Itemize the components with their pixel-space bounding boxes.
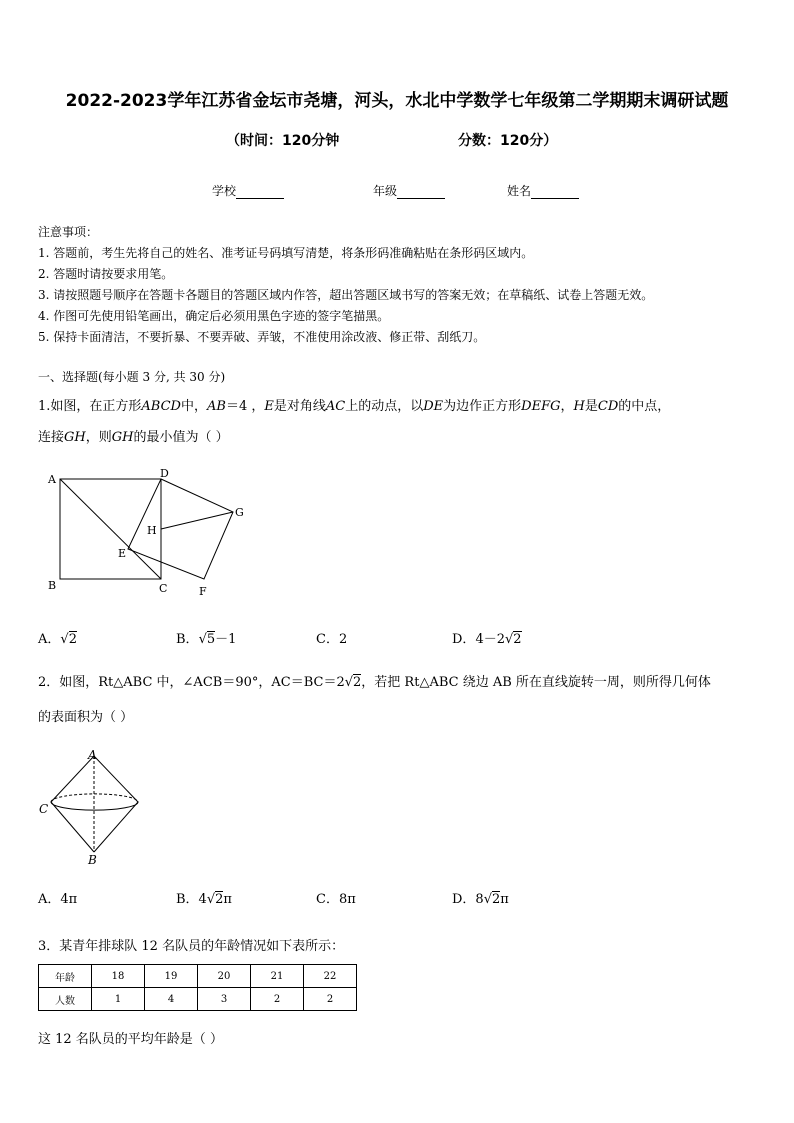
grade-blank[interactable] bbox=[397, 186, 445, 199]
q2-line1 bbox=[38, 671, 711, 690]
option-label: A． bbox=[38, 632, 61, 647]
label-C: C bbox=[39, 802, 49, 816]
sqrt-icon: √ bbox=[344, 675, 354, 690]
option-tail: π bbox=[500, 892, 509, 907]
name-field bbox=[507, 182, 579, 199]
q1-text: 如图，在正方形 bbox=[50, 399, 142, 414]
page-title: 2022-2023学年江苏省金坛市尧塘，河头，水北中学数学七年级第二学期期末调研试题 bbox=[65, 91, 729, 111]
q1-text: ， bbox=[560, 399, 574, 414]
q1-var: GH bbox=[64, 430, 86, 445]
table-cell: 22 bbox=[304, 965, 357, 988]
table-cell: 1 bbox=[92, 988, 145, 1011]
option-pre: 4－2 bbox=[475, 632, 505, 647]
label-A: A bbox=[88, 748, 97, 762]
exam-score: 分数：120分） bbox=[458, 133, 558, 149]
option-label: B． bbox=[176, 632, 199, 647]
q1-line1 bbox=[38, 395, 670, 414]
age-table bbox=[38, 964, 357, 1011]
option-label: D． bbox=[452, 632, 476, 647]
table-cell: 2 bbox=[251, 988, 304, 1011]
q1-var: GH bbox=[111, 430, 134, 445]
option-tail: π bbox=[223, 892, 232, 907]
label-B: B bbox=[48, 579, 57, 592]
label-F: F bbox=[199, 585, 207, 598]
q1-figure bbox=[40, 465, 260, 600]
label-C: C bbox=[159, 582, 168, 595]
school-label: 学校 bbox=[212, 184, 237, 198]
q1-text: 的最小值为（ ） bbox=[133, 430, 229, 445]
label-E: E bbox=[118, 547, 127, 560]
q1-var: AB bbox=[207, 399, 226, 414]
q1-var: E bbox=[264, 399, 274, 414]
diagonal-ac bbox=[60, 479, 161, 579]
note-item: 4. 作图可先使用铅笔画出，确定后必须用黑色字迹的签字笔描黑。 bbox=[38, 309, 390, 323]
radicand: 2 bbox=[68, 632, 77, 647]
q3-line2: 这 12 名队员的平均年龄是（ ） bbox=[38, 1032, 223, 1047]
table-cell: 2 bbox=[304, 988, 357, 1011]
grade-field bbox=[373, 182, 445, 199]
q1-number: 1. bbox=[38, 399, 51, 414]
q1-line2 bbox=[38, 426, 229, 445]
segment-gh bbox=[161, 512, 233, 529]
sqrt-icon: √ bbox=[504, 632, 514, 647]
school-field bbox=[212, 182, 284, 199]
option-tail: －1 bbox=[215, 632, 237, 647]
label-D: D bbox=[160, 467, 169, 480]
q1-var: DEFG bbox=[521, 399, 561, 414]
q1-text: 上的动点，以 bbox=[345, 399, 424, 414]
note-item: 5. 保持卡面清洁，不要折暴、不要弄破、弄皱，不准使用涂改液、修正带、刮纸刀。 bbox=[38, 330, 486, 344]
radicand: 2 bbox=[353, 675, 362, 690]
q1-text: ＝4 ， bbox=[225, 399, 265, 414]
sqrt-icon: √ bbox=[198, 632, 207, 647]
square-defg bbox=[128, 479, 233, 579]
q2-figure bbox=[36, 744, 156, 869]
sqrt-icon: √ bbox=[60, 632, 69, 647]
q1-text: ，则 bbox=[85, 430, 112, 445]
label-H: H bbox=[147, 524, 157, 537]
q2-option-a[interactable]: A．4π bbox=[38, 892, 78, 907]
label-G: G bbox=[235, 506, 244, 519]
note-item: 2. 答题时请按要求用笔。 bbox=[38, 267, 174, 281]
notes bbox=[38, 222, 653, 348]
q1-var: H bbox=[573, 399, 585, 414]
radicand: 2 bbox=[513, 632, 522, 647]
option-label: B．4 bbox=[176, 892, 207, 907]
q1-option-b[interactable] bbox=[176, 628, 236, 647]
q2-option-b[interactable] bbox=[176, 888, 232, 907]
label-B: B bbox=[88, 853, 97, 867]
q1-text: 是 bbox=[584, 399, 598, 414]
name-blank[interactable] bbox=[531, 186, 579, 199]
label-A: A bbox=[48, 473, 56, 486]
q1-text: 连接 bbox=[38, 430, 65, 445]
q1-var: ABCD bbox=[141, 399, 181, 414]
sqrt-icon: √ bbox=[483, 892, 492, 907]
q1-text: 为边作正方形 bbox=[443, 399, 522, 414]
option-label: D．8 bbox=[452, 892, 484, 907]
cone-edge bbox=[51, 756, 94, 802]
q2-option-c[interactable]: C．8π bbox=[316, 892, 356, 907]
q2-line2: 的表面积为（ ） bbox=[38, 710, 134, 725]
section-heading: 一、选择题(每小题 3 分, 共 30 分) bbox=[38, 370, 226, 384]
q1-text: 中， bbox=[180, 399, 207, 414]
table-header: 人数 bbox=[39, 988, 92, 1011]
q1-var: AC bbox=[325, 399, 346, 414]
q2-text: ，若把 Rt△ABC 绕边 AB 所在直线旋转一周，则所得几何体 bbox=[361, 675, 711, 690]
table-row bbox=[39, 965, 357, 988]
q3-line1: 3．某青年排球队 12 名队员的年龄情况如下表所示： bbox=[38, 939, 345, 954]
table-cell: 3 bbox=[198, 988, 251, 1011]
radicand: 5 bbox=[206, 632, 216, 647]
q1-var: CD bbox=[597, 399, 619, 414]
q1-text: 是对角线 bbox=[273, 399, 326, 414]
q1-var: DE bbox=[423, 399, 444, 414]
table-header: 年龄 bbox=[39, 965, 92, 988]
table-row bbox=[39, 988, 357, 1011]
notes-heading: 注意事项： bbox=[38, 225, 99, 239]
q1-option-a[interactable] bbox=[38, 628, 77, 647]
sqrt-icon: √ bbox=[206, 892, 216, 907]
q1-option-d[interactable] bbox=[452, 628, 522, 647]
q1-option-c[interactable] bbox=[316, 628, 347, 647]
q2-text: 2．如图，Rt△ABC 中，∠ACB＝90°，AC＝BC＝2 bbox=[38, 675, 345, 690]
radicand: 2 bbox=[492, 892, 501, 907]
table-cell: 4 bbox=[145, 988, 198, 1011]
radicand: 2 bbox=[215, 892, 224, 907]
name-label: 姓名 bbox=[507, 184, 532, 198]
school-blank[interactable] bbox=[236, 186, 284, 199]
note-item: 1. 答题前，考生先将自己的姓名、准考证号码填写清楚，将条形码准确粘贴在条形码区域内。 bbox=[38, 246, 534, 260]
table-cell: 18 bbox=[92, 965, 145, 988]
q1-text: 的中点， bbox=[618, 399, 671, 414]
table-cell: 20 bbox=[198, 965, 251, 988]
option-label: C．2 bbox=[316, 632, 348, 647]
q2-option-d[interactable] bbox=[452, 888, 509, 907]
exam-time: （时间：120分钟 bbox=[226, 133, 340, 149]
grade-label: 年级 bbox=[373, 184, 398, 198]
table-cell: 21 bbox=[251, 965, 304, 988]
table-cell: 19 bbox=[145, 965, 198, 988]
note-item: 3. 请按照题号顺序在答题卡各题目的答题区域内作答，超出答题区域书写的答案无效；在草稿纸、试卷上答题无效。 bbox=[38, 288, 654, 302]
